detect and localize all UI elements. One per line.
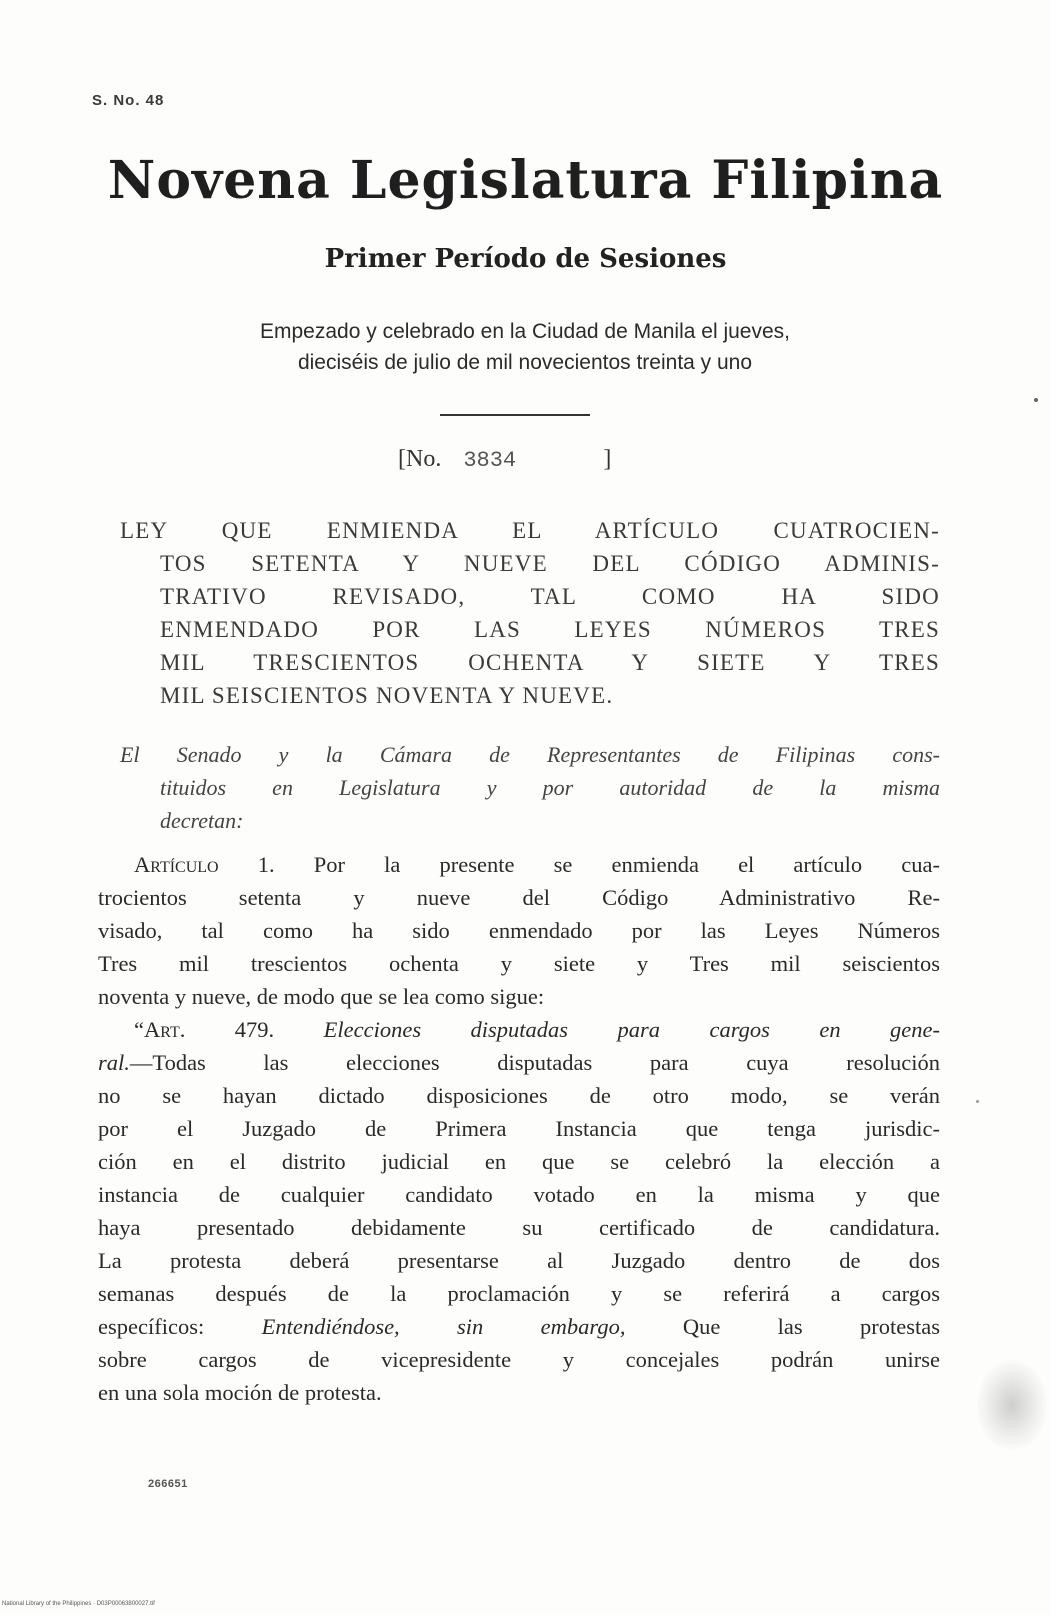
page-speck: [976, 1100, 979, 1103]
law-title-line: MIL TRESCIENTOS OCHENTA Y SIETE Y TRES: [160, 650, 940, 675]
proviso-italic: Entendiéndose, sin embargo,: [261, 1314, 626, 1339]
page-smudge: [977, 1360, 1047, 1450]
page-speck: [1034, 398, 1038, 402]
session-intro: [130, 316, 920, 378]
article-1-line: trocientos setenta y nueve del Código Administrativo Re-: [98, 885, 940, 910]
proviso-prefix: específicos:: [98, 1314, 205, 1339]
article-479-line: haya presentado debidamente su certificado de candidatura.: [98, 1215, 940, 1240]
act-body: [98, 848, 940, 1409]
article-479-line: sobre cargos de vicepresidente y concejales podrán unirse: [98, 1347, 940, 1372]
article-479-heading: Elecciones disputadas para cargos en gene-: [323, 1017, 940, 1042]
article-479-line: La protesta deberá presentarse al Juzgado dentro de dos: [98, 1248, 940, 1273]
law-title-line: ENMENDADO POR LAS LEYES NÚMEROS TRES: [160, 617, 940, 642]
proviso-rest: Que las protestas: [682, 1314, 941, 1339]
article-1-label: Artículo 1.: [134, 852, 275, 877]
article-479-text: —Todas las elecciones disputadas para cuya resolución: [129, 1050, 940, 1075]
bill-number: S. No. 48: [92, 92, 165, 109]
article-479-line: por el Juzgado de Primera Instancia que tenga jurisdic-: [98, 1116, 940, 1141]
act-number-suffix: ]: [603, 446, 612, 472]
article-479-label: “Art. 479.: [134, 1017, 275, 1042]
enacting-line: tituidos en Legislatura y por autoridad de la misma: [160, 775, 940, 800]
intro-line: Empezado y celebrado en la Ciudad de Manila el jueves,: [260, 320, 790, 343]
article-479-line: [98, 1046, 940, 1079]
article-479-line: ción en el distrito judicial en que se celebró la elección a: [98, 1149, 940, 1174]
law-title-line: TRATIVO REVISADO, TAL COMO HA SIDO: [160, 584, 940, 609]
scan-credit: National Library of the Philippines · D03P00063800027.tif: [2, 1601, 155, 1607]
enacting-line: El Senado y la Cámara de Representantes de Filipinas cons-: [120, 742, 940, 767]
article-1-line: visado, tal como ha sido enmendado por las Leyes Números: [98, 918, 940, 943]
article-479-line: instancia de cualquier candidato votado en la misma y que: [98, 1182, 940, 1207]
enacting-clause: [120, 738, 940, 837]
article-1-first-line: [98, 848, 940, 881]
act-number-stamp: 3834: [463, 448, 517, 473]
act-number-prefix: [No.: [398, 446, 442, 472]
law-title-line: TOS SETENTA Y NUEVE DEL CÓDIGO ADMINIS-: [160, 551, 940, 576]
intro-line: dieciséis de julio de mil novecientos treinta y uno: [297, 351, 753, 374]
print-code: 266651: [148, 1478, 188, 1490]
article-1-line: Tres mil trescientos ochenta y siete y Tres mil seiscientos: [98, 951, 940, 976]
article-479-line: semanas después de la proclamación y se referirá a cargos: [98, 1281, 940, 1306]
enacting-line: decretan:: [160, 808, 244, 833]
law-title: [120, 514, 940, 712]
page-title: Novena Legislatura Filipina: [107, 150, 944, 211]
session-subtitle: Primer Período de Sesiones: [324, 244, 727, 274]
divider: [440, 414, 590, 416]
article-479-line: no se hayan dictado disposiciones de otro modo, se verán: [98, 1083, 940, 1108]
article-479-line: en una sola moción de protesta.: [98, 1380, 382, 1405]
act-number: [398, 446, 611, 473]
article-479-heading-end: ral.: [98, 1050, 130, 1075]
article-1-line: noventa y nueve, de modo que se lea como sigue:: [98, 984, 545, 1009]
law-title-line: MIL SEISCIENTOS NOVENTA Y NUEVE.: [160, 683, 614, 708]
article-479-proviso-line: [98, 1310, 940, 1343]
article-1-text: Por la presente se enmienda el artículo cua-: [313, 852, 940, 877]
law-title-line: LEY QUE ENMIENDA EL ARTÍCULO CUATROCIEN-: [120, 518, 940, 543]
article-479-first-line: [98, 1013, 940, 1046]
